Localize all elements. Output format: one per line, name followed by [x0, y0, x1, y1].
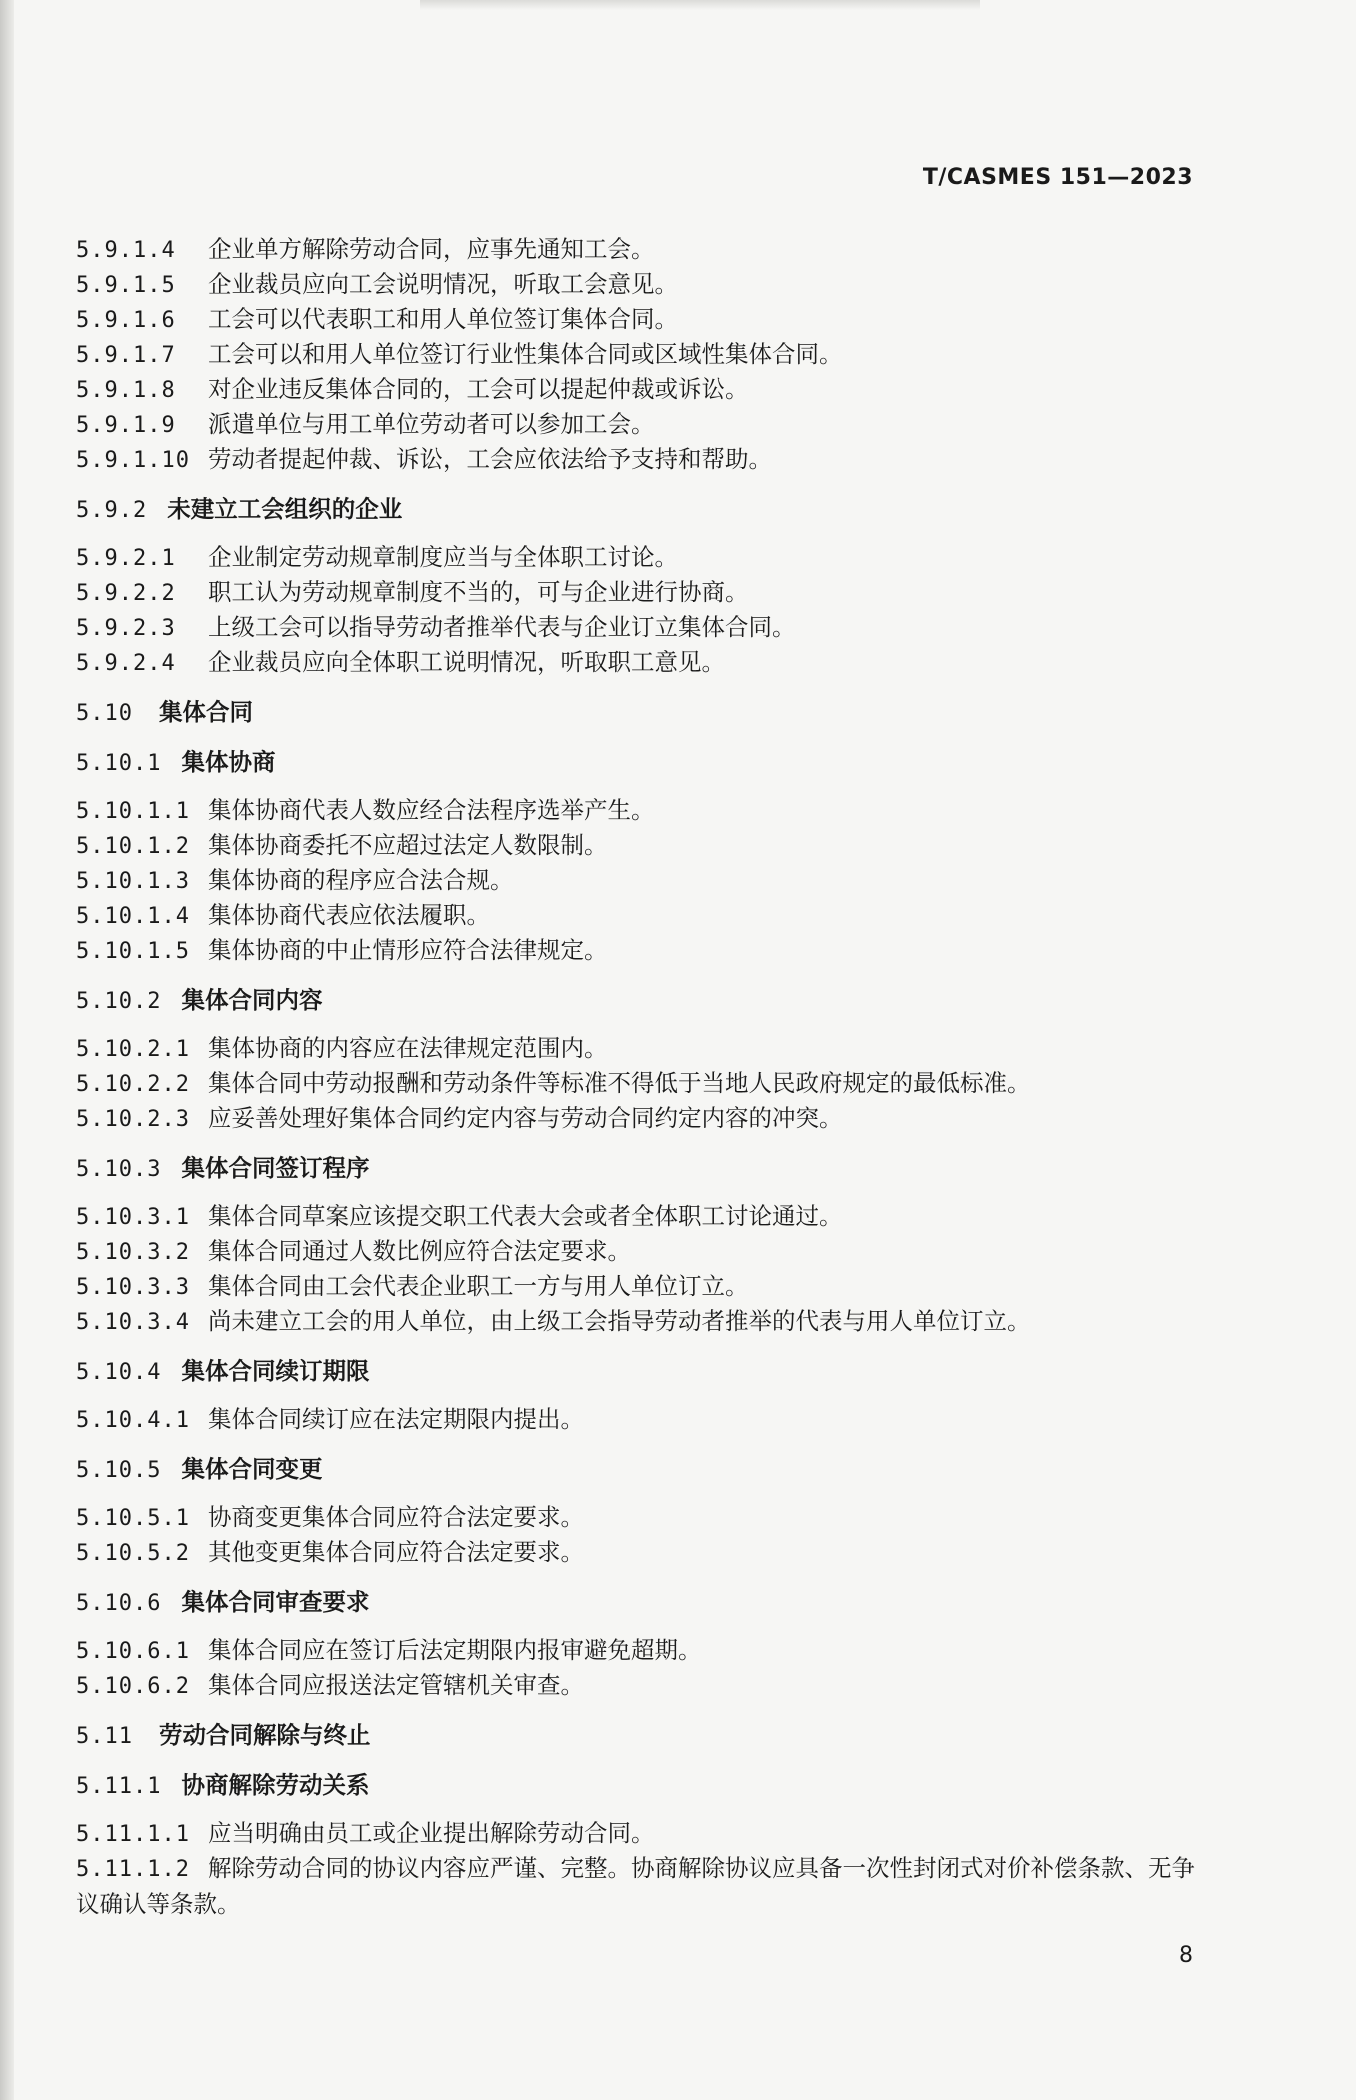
clause-number: 5.10.1.3 — [76, 869, 190, 894]
clause-text: 企业裁员应向全体职工说明情况，听取职工意见。 — [208, 648, 725, 676]
section-heading — [76, 1151, 1206, 1186]
clause-text: 集体合同通过人数比例应符合法定要求。 — [208, 1237, 631, 1265]
clause-text: 应当明确由员工或企业提出解除劳动合同。 — [208, 1819, 655, 1847]
clause-text: 工会可以和用人单位签订行业性集体合同或区域性集体合同。 — [208, 340, 843, 368]
clause-item — [76, 1500, 1206, 1535]
clause-number: 5.9.2.4 — [76, 651, 176, 676]
clause-text: 企业制定劳动规章制度应当与全体职工讨论。 — [208, 543, 678, 571]
clause-number: 5.9.1.7 — [76, 343, 176, 368]
clause-text: 集体合同续订期限 — [181, 1357, 370, 1385]
clause-number: 5.9.1.5 — [76, 273, 176, 298]
clause-number: 5.10 — [76, 701, 133, 726]
clause-item — [76, 1199, 1206, 1234]
clause-item — [76, 1535, 1206, 1570]
clause-number: 5.10.4 — [76, 1360, 162, 1385]
clause-item — [76, 337, 1206, 372]
clause-number: 5.10.5.1 — [76, 1506, 190, 1531]
clause-text: 集体合同 — [158, 698, 253, 726]
clause-text: 其他变更集体合同应符合法定要求。 — [208, 1538, 584, 1566]
clause-item — [76, 232, 1206, 267]
clause-number: 5.10.3 — [76, 1157, 162, 1182]
clause-text: 集体合同由工会代表企业职工一方与用人单位订立。 — [208, 1272, 749, 1300]
clause-text: 工会可以代表职工和用人单位签订集体合同。 — [208, 305, 678, 333]
section-heading — [76, 1585, 1206, 1620]
clause-text: 未建立工会组织的企业 — [167, 495, 403, 523]
standard-code-header: T/CASMES 151—2023 — [922, 165, 1193, 190]
clause-number: 5.9.2 — [76, 498, 148, 523]
section-heading — [76, 1354, 1206, 1389]
clause-number: 5.10.6 — [76, 1591, 162, 1616]
clause-text: 企业裁员应向工会说明情况，听取工会意见。 — [208, 270, 678, 298]
clause-text: 集体协商代表人数应经合法程序选举产生。 — [208, 796, 655, 824]
clause-number: 5.11 — [76, 1724, 133, 1749]
clause-number: 5.10.1.2 — [76, 834, 190, 859]
clause-item — [76, 863, 1206, 898]
clause-text: 集体协商的内容应在法律规定范围内。 — [208, 1034, 608, 1062]
clause-item — [76, 1234, 1206, 1269]
scan-top-smudge — [420, 0, 980, 10]
clause-text: 协商解除劳动关系 — [181, 1771, 370, 1799]
clause-text: 集体合同应报送法定管辖机关审查。 — [208, 1671, 584, 1699]
clause-item — [76, 540, 1206, 575]
clause-number: 5.10.2.1 — [76, 1037, 190, 1062]
clause-text: 集体协商代表应依法履职。 — [208, 901, 490, 929]
clause-text: 集体合同中劳动报酬和劳动条件等标准不得低于当地人民政府规定的最低标准。 — [208, 1069, 1031, 1097]
clause-text: 集体协商的程序应合法合规。 — [208, 866, 514, 894]
clause-number: 5.9.2.1 — [76, 546, 176, 571]
section-heading — [76, 695, 1206, 730]
clause-item — [76, 1031, 1206, 1066]
clause-number: 5.9.1.6 — [76, 308, 176, 333]
clause-number: 5.10.1 — [76, 751, 162, 776]
clause-number: 5.11.1.1 — [76, 1822, 190, 1847]
clause-number: 5.9.2.3 — [76, 616, 176, 641]
clause-text: 上级工会可以指导劳动者推举代表与企业订立集体合同。 — [208, 613, 796, 641]
section-heading — [76, 983, 1206, 1018]
clause-item — [76, 645, 1206, 680]
clause-item — [76, 267, 1206, 302]
clause-item — [76, 1304, 1206, 1339]
clause-item — [76, 828, 1206, 863]
clause-number: 5.10.1.4 — [76, 904, 190, 929]
clause-number: 5.9.2.2 — [76, 581, 176, 606]
clause-number: 5.10.1.5 — [76, 939, 190, 964]
clause-text: 集体合同续订应在法定期限内提出。 — [208, 1405, 584, 1433]
clause-item — [76, 1101, 1206, 1136]
clause-number: 5.10.5.2 — [76, 1541, 190, 1566]
clause-number: 5.9.1.9 — [76, 413, 176, 438]
clause-text: 解除劳动合同的协议内容应严谨、完整。协商解除协议应具备一次性封闭式对价补偿条款、无争议确认等条款。 — [76, 1854, 1195, 1918]
page-number: 8 — [1179, 1943, 1193, 1968]
clause-number: 5.9.1.10 — [76, 448, 190, 473]
clause-text: 协商变更集体合同应符合法定要求。 — [208, 1503, 584, 1531]
section-heading — [76, 1718, 1206, 1753]
clause-text: 劳动合同解除与终止 — [158, 1721, 371, 1749]
clause-text: 劳动者提起仲裁、诉讼，工会应依法给予支持和帮助。 — [208, 445, 772, 473]
clause-item — [76, 407, 1206, 442]
clause-number: 5.10.3.2 — [76, 1240, 190, 1265]
clause-number: 5.10.6.2 — [76, 1674, 190, 1699]
clause-text: 集体合同草案应该提交职工代表大会或者全体职工讨论通过。 — [208, 1202, 843, 1230]
clause-number: 5.10.6.1 — [76, 1639, 190, 1664]
clause-item — [76, 898, 1206, 933]
clause-item — [76, 933, 1206, 968]
clause-text: 尚未建立工会的用人单位，由上级工会指导劳动者推举的代表与用人单位订立。 — [208, 1307, 1031, 1335]
section-heading — [76, 745, 1206, 780]
clause-item — [76, 793, 1206, 828]
clause-number: 5.10.4.1 — [76, 1408, 190, 1433]
clause-number: 5.10.3.4 — [76, 1310, 190, 1335]
clause-item — [76, 1668, 1206, 1703]
clause-text: 集体合同审查要求 — [181, 1588, 370, 1616]
clause-text: 应妥善处理好集体合同约定内容与劳动合同约定内容的冲突。 — [208, 1104, 843, 1132]
clause-number: 5.10.5 — [76, 1458, 162, 1483]
clause-item — [76, 302, 1206, 337]
clause-number: 5.11.1.2 — [76, 1857, 190, 1882]
clause-number: 5.10.2.2 — [76, 1072, 190, 1097]
clause-number: 5.10.3.3 — [76, 1275, 190, 1300]
clause-item — [76, 372, 1206, 407]
scan-edge-shadow — [0, 0, 14, 2100]
clause-text: 集体合同内容 — [181, 986, 323, 1014]
clause-item — [76, 1851, 1206, 1922]
clause-item — [76, 1816, 1206, 1851]
clause-item — [76, 610, 1206, 645]
clause-number: 5.11.1 — [76, 1774, 162, 1799]
clause-text: 集体合同变更 — [181, 1455, 323, 1483]
clause-number: 5.9.1.4 — [76, 238, 176, 263]
section-heading — [76, 1452, 1206, 1487]
clause-number: 5.10.2.3 — [76, 1107, 190, 1132]
clause-item — [76, 1633, 1206, 1668]
clause-item — [76, 442, 1206, 477]
clause-number: 5.9.1.8 — [76, 378, 176, 403]
clause-text: 集体协商的中止情形应符合法律规定。 — [208, 936, 608, 964]
section-heading — [76, 492, 1206, 527]
clause-item — [76, 1066, 1206, 1101]
section-heading — [76, 1768, 1206, 1803]
clause-number: 5.10.2 — [76, 989, 162, 1014]
clause-text: 集体合同应在签订后法定期限内报审避免超期。 — [208, 1636, 702, 1664]
clause-text: 对企业违反集体合同的，工会可以提起仲裁或诉讼。 — [208, 375, 749, 403]
clause-text: 职工认为劳动规章制度不当的，可与企业进行协商。 — [208, 578, 749, 606]
clause-item — [76, 1402, 1206, 1437]
clause-item — [76, 1269, 1206, 1304]
clause-number: 5.10.3.1 — [76, 1205, 190, 1230]
clause-text: 集体协商 — [181, 748, 276, 776]
clause-item — [76, 575, 1206, 610]
clause-text: 派遣单位与用工单位劳动者可以参加工会。 — [208, 410, 655, 438]
clause-text: 企业单方解除劳动合同，应事先通知工会。 — [208, 235, 655, 263]
clause-number: 5.10.1.1 — [76, 799, 190, 824]
clause-text: 集体合同签订程序 — [181, 1154, 370, 1182]
document-body — [76, 232, 1206, 1922]
clause-text: 集体协商委托不应超过法定人数限制。 — [208, 831, 608, 859]
